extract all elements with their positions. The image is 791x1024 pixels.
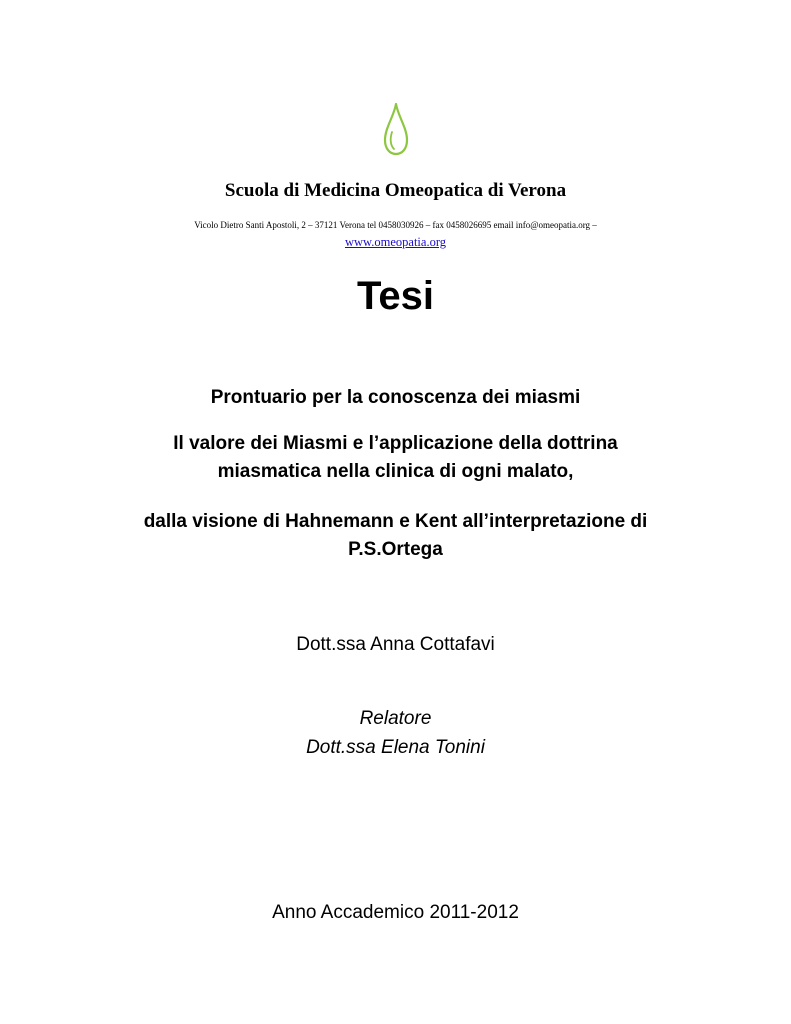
academic-year: Anno Accademico 2011-2012 <box>272 902 519 923</box>
document-type: Tesi <box>356 274 435 318</box>
website-link[interactable]: www.omeopatia.org <box>344 235 447 249</box>
thesis-subtitle-extended-line-2: P.S.Ortega <box>348 539 443 560</box>
thesis-subtitle-extended <box>0 508 791 564</box>
website-line <box>0 234 791 250</box>
author-name: Dott.ssa Anna Cottafavi <box>296 634 495 655</box>
thesis-subtitle-line-1: Il valore dei Miasmi e l’applicazione della dottrina <box>173 433 618 454</box>
school-name: Scuola di Medicina Omeopatica di Verona <box>224 180 567 201</box>
drop-icon <box>383 102 409 156</box>
school-address: Vicolo Dietro Santi Apostoli, 2 – 37121 Verona tel 0458030926 – fax 0458026695 email info@omeopatia.org – <box>194 220 597 230</box>
thesis-title: Prontuario per la conoscenza dei miasmi <box>210 387 581 408</box>
supervisor-name: Dott.ssa Elena Tonini <box>306 737 485 758</box>
supervisor-role: Relatore <box>359 708 432 729</box>
thesis-subtitle-extended-line-1: dalla visione di Hahnemann e Kent all’interpretazione di <box>143 511 648 532</box>
thesis-subtitle <box>0 430 791 486</box>
thesis-subtitle-line-2: miasmatica nella clinica di ogni malato, <box>217 461 574 482</box>
